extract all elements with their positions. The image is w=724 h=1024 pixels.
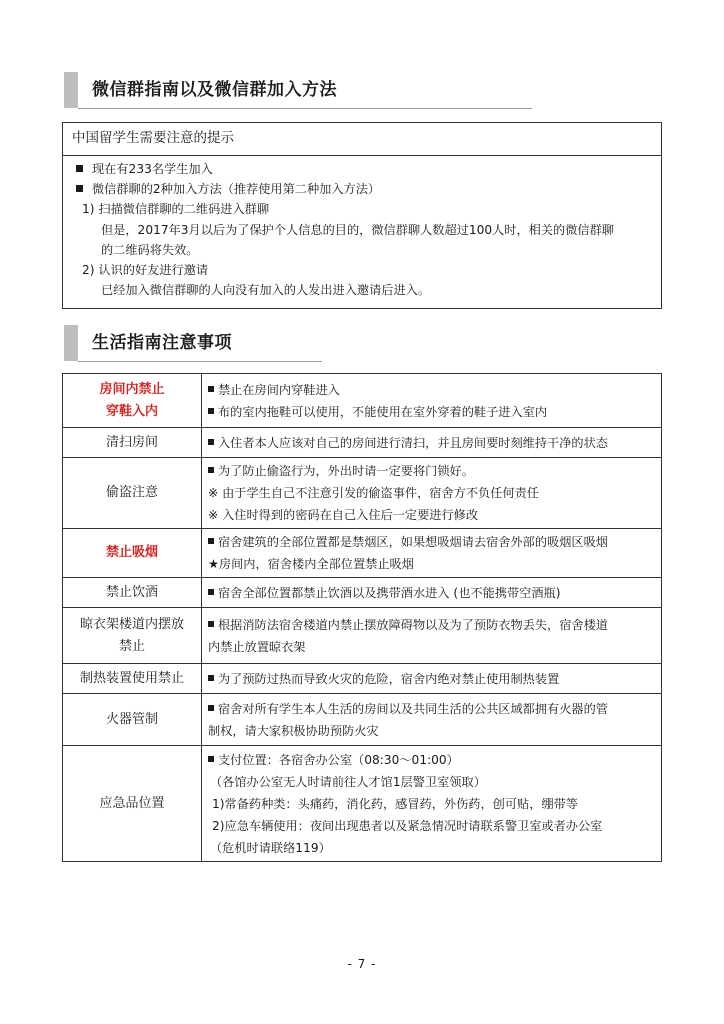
bullet-square-icon <box>208 538 214 544</box>
rule-content: 为了预防过热而导致火灾的危险，宿舍内绝对禁止使用制热装置 <box>202 664 662 694</box>
table-row <box>63 664 662 694</box>
tips-body <box>63 156 661 300</box>
rule-label: 清扫房间 <box>63 428 202 458</box>
tips-header: 中国留学生需要注意的提示 <box>63 123 661 156</box>
list-item <box>76 159 661 179</box>
table-row <box>63 608 662 664</box>
bullet-square-icon <box>208 675 214 681</box>
method2-desc: 已经加入微信群聊的人向没有加入的人发出进入邀请后进入。 <box>101 283 431 298</box>
bullet-square-icon <box>208 756 214 762</box>
bullet-square-icon <box>208 386 214 392</box>
rule-label: 晾衣架楼道内摆放 禁止 <box>63 608 202 664</box>
section-title-text: 微信群指南以及微信群加入方法 <box>92 80 337 100</box>
bullet-square-icon <box>76 185 83 192</box>
title-bar-decoration <box>64 325 78 361</box>
table-row <box>63 746 662 862</box>
rule-content: 入住者本人应该对自己的房间进行清扫，并且房间要时刻维持干净的状态 <box>202 428 662 458</box>
tips-box <box>62 122 662 309</box>
tip-text: 微信群聊的2种加入方法（推荐使用第二种加入方法） <box>92 182 381 197</box>
bullet-square-icon <box>208 621 214 627</box>
method1-desc: 但是，2017年3月以后为了保护个人信息的目的，微信群聊人数超过100人时，相关的微信群聊 <box>101 222 614 237</box>
page-number: - 7 - <box>347 957 377 971</box>
section-title-living-guide <box>64 325 322 361</box>
table-row <box>63 458 662 529</box>
method1-desc: 的二维码将失效。 <box>101 242 199 257</box>
rule-content: 宿舍对所有学生本人生活的房间以及共同生活的公共区域都拥有火器的管 制权，请大家积极协助预防火灾 <box>202 694 662 746</box>
rule-content: 宿舍建筑的全部位置都是禁烟区，如果想吸烟请去宿舍外部的吸烟区吸烟 ★房间内，宿舍楼内全部位置禁止吸烟 <box>202 529 662 578</box>
section-title-wechat <box>64 72 532 108</box>
table-row <box>63 428 662 458</box>
list-item <box>76 179 661 199</box>
rule-label: 偷盗注意 <box>63 458 202 529</box>
rule-label: 火器管制 <box>63 694 202 746</box>
rule-content: 支付位置：各宿舍办公室（08:30～01:00） （各馆办公室无人时请前往人才馆1层警卫室领取） 1)常备药种类：头痛药，消化药，感冒药，外伤药，创可贴，绷带等 2)应急车辆使用：夜间出现患者以及紧急情况时请联系警卫室或者办公室 （危机时请联络119） <box>202 746 662 862</box>
title-bar-decoration <box>64 72 78 108</box>
section-title-text: 生活指南注意事项 <box>92 333 232 353</box>
bullet-square-icon <box>208 705 214 711</box>
rule-label: 制热装置使用禁止 <box>63 664 202 694</box>
method2-title: 2) 认识的好友进行邀请 <box>82 262 209 277</box>
rule-content: 宿舍全部位置都禁止饮酒以及携带酒水进入 (也不能携带空酒瓶) <box>202 578 662 608</box>
rule-label: 应急品位置 <box>63 746 202 862</box>
bullet-square-icon <box>208 589 214 595</box>
bullet-square-icon <box>208 408 214 414</box>
title-underline <box>78 361 322 362</box>
rule-label: 禁止饮酒 <box>63 578 202 608</box>
table-row <box>63 694 662 746</box>
method1-title: 1) 扫描微信群聊的二维码进入群聊 <box>82 202 270 217</box>
rule-content: 根据消防法宿舍楼道内禁止摆放障碍物以及为了预防衣物丢失，宿舍楼道 内禁止放置晾衣架 <box>202 608 662 664</box>
bullet-square-icon <box>208 439 214 445</box>
rules-table <box>62 373 662 862</box>
bullet-square-icon <box>76 165 83 172</box>
table-row <box>63 529 662 578</box>
table-row <box>63 374 662 428</box>
rule-content: 为了防止偷盗行为，外出时请一定要将门锁好。 ※ 由于学生自己不注意引发的偷盗事件，宿舍方不负任何责任 ※ 入住时得到的密码在自己入住后一定要进行修改 <box>202 458 662 529</box>
rule-label: 禁止吸烟 <box>63 529 202 578</box>
bullet-square-icon <box>208 467 214 473</box>
table-row <box>63 578 662 608</box>
title-underline <box>78 108 532 109</box>
rule-label: 房间内禁止 穿鞋入内 <box>63 374 202 428</box>
rule-content: 禁止在房间内穿鞋进入 布的室内拖鞋可以使用，不能使用在室外穿着的鞋子进入室内 <box>202 374 662 428</box>
tip-text: 现在有233名学生加入 <box>92 162 213 176</box>
